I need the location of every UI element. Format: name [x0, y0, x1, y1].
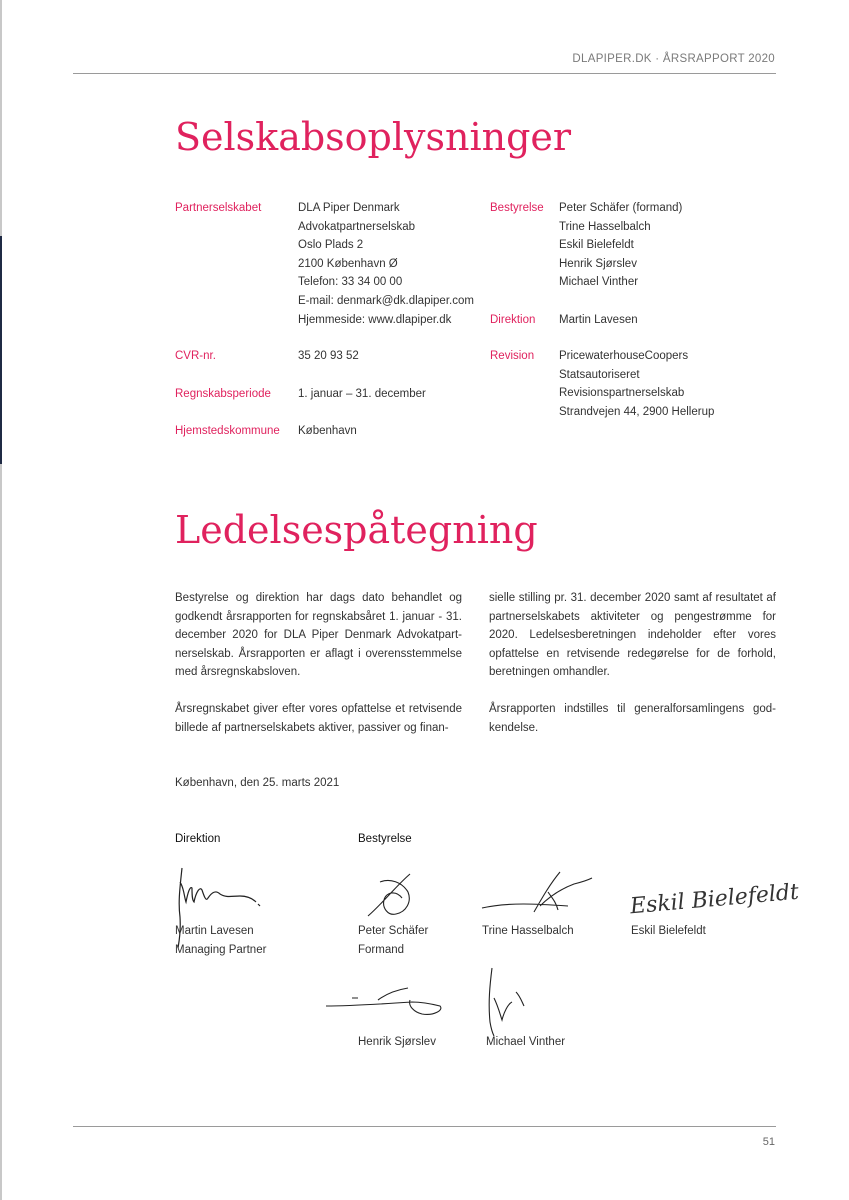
board-member: Henrik Sjørslev [559, 257, 637, 270]
municipality-label: Hjemstedskommune [175, 425, 280, 437]
signatory-role: Formand [358, 944, 405, 956]
signatory-eskil: Eskil Bielefeldt [631, 925, 706, 937]
municipality-value: København [298, 425, 357, 437]
website-line: Hjemmeside: www.dlapiper.dk [298, 313, 452, 326]
page-edge [0, 0, 2, 1200]
management-value: Martin Lavesen [559, 314, 638, 326]
signatory-trine: Trine Hasselbalch [482, 925, 574, 937]
signatory-henrik: Henrik Sjørslev [358, 1036, 436, 1048]
auditor-label: Revision [490, 350, 535, 362]
statement-col1-p2: Årsregnskabet giver efter vores opfattelse et retvisende billede af partnerselskabets aktiver, passiver og finan- [175, 703, 462, 734]
signature-eskil-bielefeldt [622, 872, 800, 928]
address-line: DLA Piper Denmark [298, 202, 400, 214]
direktion-heading: Direktion [175, 833, 221, 845]
signatory-peter [358, 922, 428, 960]
auditor-line: Revisionspartnerselskab [559, 387, 685, 400]
board-member: Michael Vinther [559, 276, 639, 289]
signatory-name: Martin Lavesen [175, 925, 254, 937]
auditor-value [559, 347, 714, 421]
statement-col2-p1: sielle stilling pr. 31. december 2020 samt af resultatet af partnerselskabets aktiviteter og pengestrømme for 2020. Ledelsesberetningen indeholder efter vores opfattelse en retvisende redegørelse for de forhold, beretningen omhandler. [489, 592, 776, 679]
auditor-line: Strandvejen 44, 2900 Hellerup [559, 405, 715, 418]
page-number: 51 [762, 1136, 775, 1148]
signature-peter-schafer [362, 868, 418, 922]
place-date: København, den 25. marts 2021 [175, 777, 340, 789]
handwritten-name: Eskil Bielefeldt [629, 879, 800, 920]
email-line: E-mail: denmark@dk.dlapiper.com [298, 294, 474, 307]
page-edge-marker [0, 236, 2, 464]
address-line: Advokatpartnerselskab [298, 220, 415, 233]
signatory-michael: Michael Vinther [486, 1036, 566, 1048]
footer-rule [73, 1126, 776, 1127]
statement-title: Ledelsespåtegning [175, 508, 538, 552]
signatory-name: Peter Schäfer [358, 925, 429, 937]
bestyrelse-heading: Bestyrelse [358, 833, 412, 845]
phone-line: Telefon: 33 34 00 00 [298, 276, 403, 289]
board-member: Peter Schäfer (formand) [559, 202, 683, 214]
address-line: Oslo Plads 2 [298, 239, 364, 252]
company-info-title: Selskabsoplysninger [175, 115, 572, 159]
board-label: Bestyrelse [490, 202, 544, 214]
cvr-label: CVR-nr. [175, 350, 216, 362]
period-label: Regnskabsperiode [175, 388, 271, 400]
signatory-martin [175, 922, 266, 960]
cvr-value: 35 20 93 52 [298, 350, 359, 362]
running-header: DLAPIPER.DK · ÅRSRAPPORT 2020 [572, 53, 775, 65]
signature-trine-hasselbalch [478, 868, 596, 916]
statement-col2-p2: Årsrapporten indstilles til generalforsamlingens god-kendelse. [489, 703, 776, 734]
period-value: 1. januar – 31. december [298, 388, 426, 400]
board-member: Eskil Bielefeldt [559, 239, 634, 252]
board-member: Trine Hasselbalch [559, 220, 651, 233]
partnerselskab-label: Partnerselskabet [175, 202, 262, 214]
header-rule [73, 73, 776, 74]
auditor-line: Statsautoriseret [559, 368, 640, 381]
board-value [559, 199, 682, 292]
signature-michael-vinther [484, 962, 528, 1038]
statement-col1-p1: Bestyrelse og direktion har dags dato behandlet og godkendt årsrapporten for regnskabsåret 1. januar - 31. december 2020 for DLA Piper Denmark Advokatpart-nerselskab. Årsrapporten er aflagt i overensstemmelse med årsregnskabsloven. [175, 592, 462, 679]
signatory-role: Managing Partner [175, 944, 267, 956]
auditor-line: PricewaterhouseCoopers [559, 350, 689, 362]
management-label: Direktion [490, 314, 536, 326]
partnerselskab-value [298, 199, 474, 329]
signature-henrik-sjorslev [322, 980, 446, 1026]
address-line: 2100 København Ø [298, 257, 398, 270]
